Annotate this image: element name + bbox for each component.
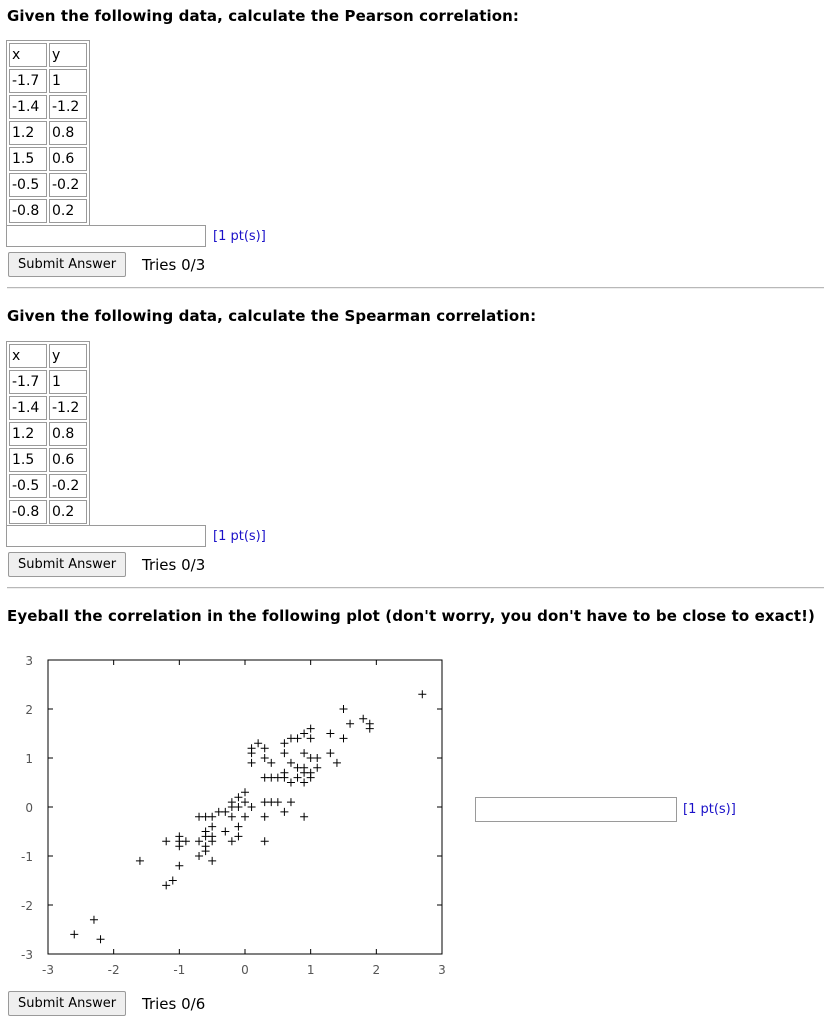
scatter-plot	[0, 645, 460, 980]
table-row	[9, 199, 87, 223]
table-header-row	[9, 43, 87, 67]
cell-x: -0.8	[9, 199, 47, 223]
data-point	[162, 837, 170, 845]
points-label: [1 pt(s)]	[683, 802, 736, 817]
data-point	[208, 813, 216, 821]
table-row	[9, 95, 87, 119]
y-tick-label: 1	[25, 752, 33, 766]
data-point	[300, 813, 308, 821]
data-point	[294, 734, 302, 742]
data-point	[248, 803, 256, 811]
table-row	[9, 370, 87, 394]
data-table	[6, 341, 90, 527]
y-tick-label: 3	[25, 654, 33, 668]
data-point	[234, 793, 242, 801]
cell-y: 0.2	[49, 500, 87, 524]
cell-y: 0.6	[49, 147, 87, 171]
data-point	[359, 715, 367, 723]
cell-x: -0.8	[9, 500, 47, 524]
data-point	[195, 813, 203, 821]
submit-answer-button[interactable]: Submit Answer	[8, 252, 126, 277]
points-label: [1 pt(s)]	[213, 529, 266, 544]
answer-input[interactable]	[6, 225, 206, 247]
data-point	[195, 852, 203, 860]
table-row	[9, 396, 87, 420]
cell-x: 1.2	[9, 422, 47, 446]
data-point	[241, 798, 249, 806]
data-point	[195, 837, 203, 845]
data-table	[6, 40, 90, 226]
data-point	[287, 759, 295, 767]
data-point	[248, 749, 256, 757]
data-point	[287, 779, 295, 787]
question-title: Eyeball the correlation in the following plot (don't worry, you don't have to be close to exact!)	[7, 607, 816, 625]
cell-y: 0.8	[49, 121, 87, 145]
tries-counter: Tries 0/6	[142, 995, 206, 1013]
data-point	[313, 764, 321, 772]
y-tick-label: -2	[21, 899, 33, 913]
data-point	[274, 798, 282, 806]
data-point	[202, 847, 210, 855]
data-point	[175, 862, 183, 870]
data-point	[300, 779, 308, 787]
cell-x: -1.4	[9, 396, 47, 420]
answer-input[interactable]	[6, 525, 206, 547]
data-point	[234, 832, 242, 840]
cell-x: -1.7	[9, 69, 47, 93]
x-tick-label: 1	[306, 963, 315, 977]
question-title: Given the following data, calculate the Spearman correlation:	[7, 307, 537, 325]
cell-x: -0.5	[9, 173, 47, 197]
data-point	[307, 725, 315, 733]
cell-y: -0.2	[49, 173, 87, 197]
data-point	[346, 720, 354, 728]
cell-x: -0.5	[9, 474, 47, 498]
x-tick-label: -1	[173, 963, 186, 977]
cell-x: -1.7	[9, 370, 47, 394]
x-tick-label: 2	[372, 963, 381, 977]
x-tick-label: 0	[241, 963, 249, 977]
y-tick-label: 2	[25, 703, 33, 717]
table-row	[9, 500, 87, 524]
header-cell-x: x	[9, 344, 47, 368]
cell-x: -1.4	[9, 95, 47, 119]
data-point	[169, 877, 177, 885]
header-cell-y: y	[49, 344, 87, 368]
data-point	[221, 828, 229, 836]
cell-x: 1.5	[9, 448, 47, 472]
header-cell-x: x	[9, 43, 47, 67]
header-cell-y: y	[49, 43, 87, 67]
data-point	[261, 744, 269, 752]
x-tick-label: -2	[107, 963, 120, 977]
cell-x: 1.2	[9, 121, 47, 145]
data-point	[300, 749, 308, 757]
data-point	[287, 798, 295, 806]
y-tick-label: -1	[21, 850, 33, 864]
data-point	[267, 759, 275, 767]
table-row	[9, 474, 87, 498]
data-point	[366, 725, 374, 733]
data-point	[241, 813, 249, 821]
cell-y: -0.2	[49, 474, 87, 498]
data-point	[208, 823, 216, 831]
data-point	[261, 813, 269, 821]
table-header-row	[9, 344, 87, 368]
data-point	[182, 837, 190, 845]
data-point	[340, 734, 348, 742]
points-label: [1 pt(s)]	[213, 229, 266, 244]
y-tick-label: 0	[25, 801, 33, 815]
y-tick-label: -3	[21, 948, 33, 962]
data-point	[162, 881, 170, 889]
data-point	[280, 739, 288, 747]
data-point	[326, 749, 334, 757]
data-point	[333, 759, 341, 767]
data-point	[254, 739, 262, 747]
data-point	[90, 916, 98, 924]
table-row	[9, 173, 87, 197]
x-tick-label: -3	[42, 963, 54, 977]
table-row	[9, 121, 87, 145]
data-point	[307, 774, 315, 782]
cell-y: 0.8	[49, 422, 87, 446]
question-title: Given the following data, calculate the Pearson correlation:	[7, 7, 520, 25]
data-point	[70, 930, 78, 938]
cell-y: 1	[49, 69, 87, 93]
submit-answer-button[interactable]: Submit Answer	[8, 991, 126, 1016]
data-point	[241, 788, 249, 796]
data-point	[307, 734, 315, 742]
data-point	[97, 935, 105, 943]
data-point	[280, 749, 288, 757]
tries-counter: Tries 0/3	[142, 256, 206, 274]
cell-y: 0.6	[49, 448, 87, 472]
data-point	[280, 808, 288, 816]
tries-counter: Tries 0/3	[142, 556, 206, 574]
answer-input[interactable]	[475, 797, 677, 822]
table-row	[9, 448, 87, 472]
data-point	[234, 803, 242, 811]
data-point	[228, 837, 236, 845]
cell-y: -1.2	[49, 95, 87, 119]
data-point	[300, 730, 308, 738]
data-point	[234, 823, 242, 831]
section-divider	[7, 587, 824, 589]
plot-frame	[48, 660, 442, 954]
data-point	[208, 837, 216, 845]
data-point	[261, 774, 269, 782]
cell-y: -1.2	[49, 396, 87, 420]
data-point	[208, 857, 216, 865]
data-point	[136, 857, 144, 865]
data-point	[326, 730, 334, 738]
data-point	[261, 754, 269, 762]
cell-y: 0.2	[49, 199, 87, 223]
data-point	[418, 690, 426, 698]
section-divider	[7, 287, 824, 289]
data-point	[215, 808, 223, 816]
data-point	[228, 813, 236, 821]
table-row	[9, 69, 87, 93]
table-row	[9, 147, 87, 171]
data-point	[313, 754, 321, 762]
data-point	[340, 705, 348, 713]
cell-x: 1.5	[9, 147, 47, 171]
data-point	[261, 837, 269, 845]
data-point	[175, 842, 183, 850]
submit-answer-button[interactable]: Submit Answer	[8, 552, 126, 577]
data-point	[248, 759, 256, 767]
x-tick-label: 3	[438, 963, 446, 977]
data-point	[280, 774, 288, 782]
table-row	[9, 422, 87, 446]
data-point	[294, 774, 302, 782]
cell-y: 1	[49, 370, 87, 394]
